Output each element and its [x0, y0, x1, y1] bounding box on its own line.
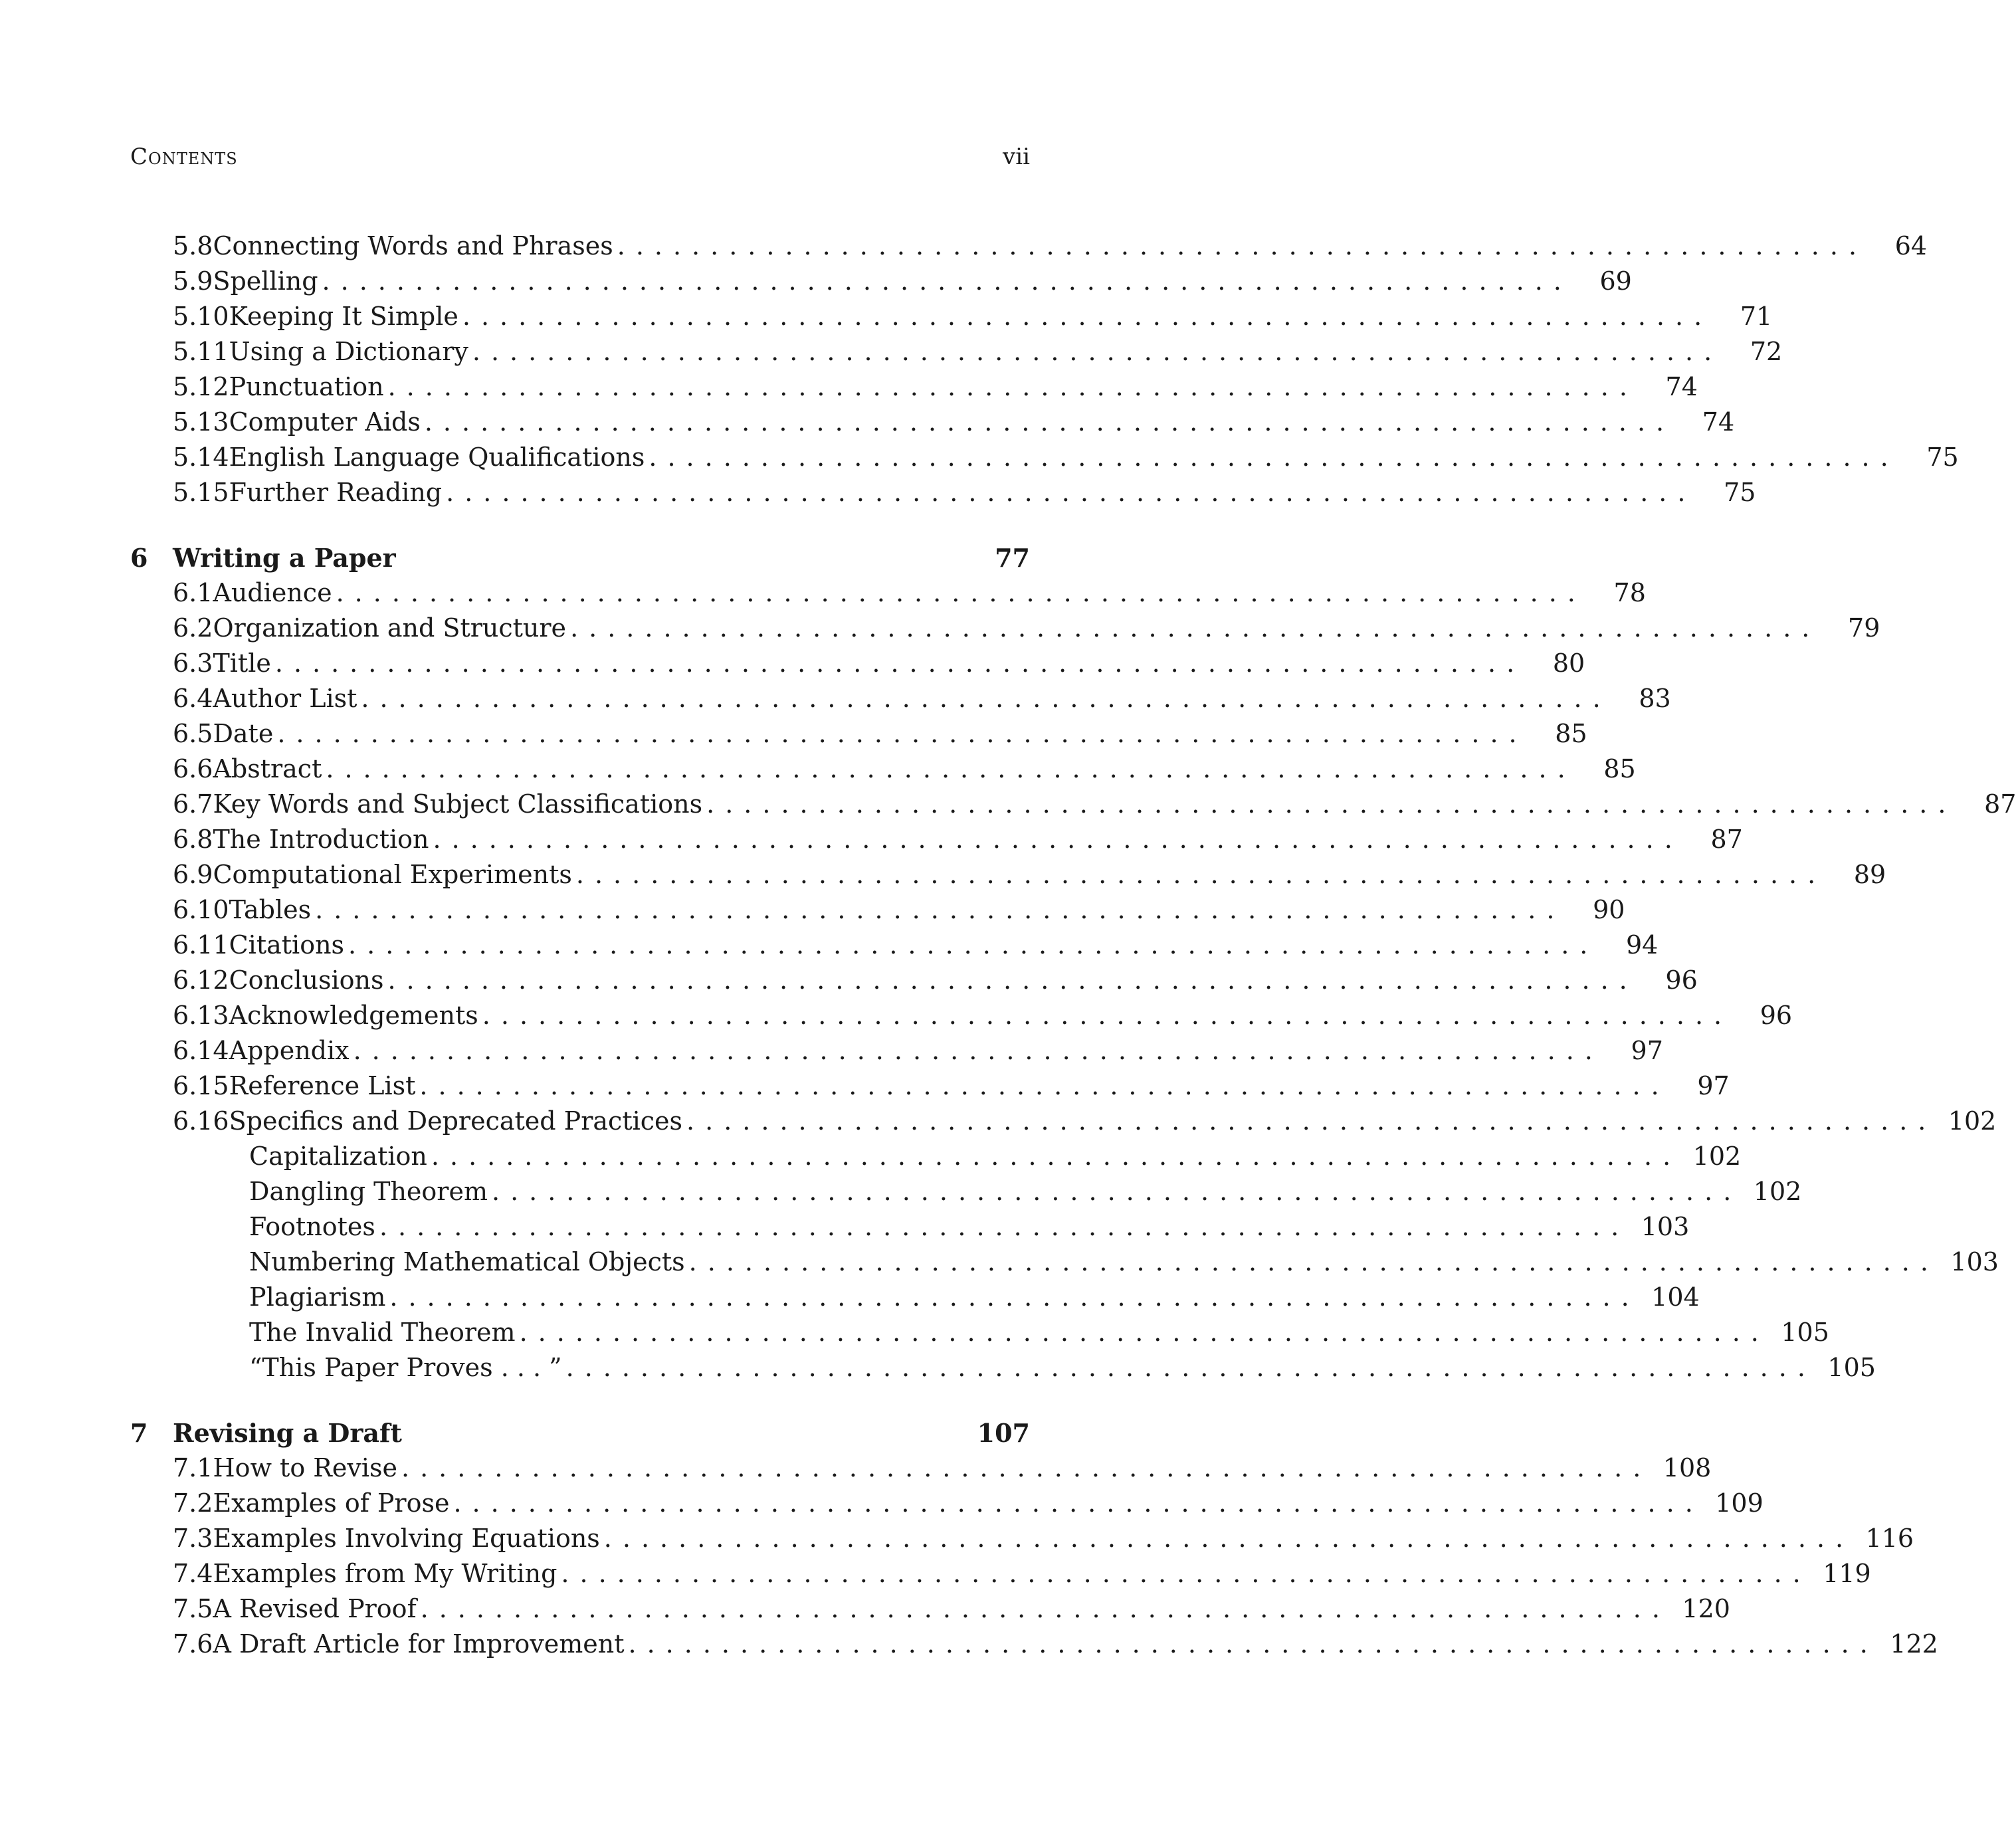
dot-leader: ...................................................................	[277, 719, 1528, 748]
toc-entry[interactable]	[130, 1556, 1871, 1591]
section-page: 85	[1603, 754, 1636, 783]
dot-leader: ...................................................................	[431, 1142, 1682, 1171]
section-page: 108	[1663, 1453, 1712, 1482]
section-page: 74	[1702, 407, 1735, 437]
subsection-title: Footnotes	[249, 1209, 379, 1245]
section-number: 7.4	[173, 1559, 213, 1588]
section-number: 6.11	[173, 930, 229, 960]
chapter-number: 6	[130, 543, 148, 573]
section-title: Examples Involving Equations	[213, 1521, 603, 1556]
section-page: 89	[1853, 860, 1886, 889]
section-title: Punctuation	[229, 369, 388, 405]
toc-entry[interactable]	[130, 1068, 1730, 1104]
chapter-page: 107	[977, 1418, 1030, 1448]
section-title: Specifics and Deprecated Practices	[229, 1104, 686, 1139]
section-number: 7.1	[173, 1453, 213, 1482]
dot-leader: ...................................................................	[575, 860, 1827, 889]
dot-leader: ...................................................................	[617, 231, 1868, 260]
toc-subentry[interactable]	[130, 1245, 1999, 1280]
section-number: 6.6	[173, 754, 213, 783]
toc-entry[interactable]	[130, 963, 1698, 998]
dot-leader: ...................................................................	[424, 407, 1675, 437]
toc-entry[interactable]	[130, 299, 1773, 334]
section-page: 75	[1724, 478, 1756, 507]
section-page: 69	[1599, 266, 1632, 296]
subsection-title: The Invalid Theorem	[249, 1315, 520, 1350]
dot-leader: ...................................................................	[706, 789, 1957, 819]
section-title: Connecting Words and Phrases	[213, 229, 617, 264]
section-title: Acknowledgements	[229, 998, 482, 1033]
toc-entry[interactable]	[130, 681, 1671, 716]
subsection-page: 104	[1651, 1282, 1700, 1312]
section-title: Author List	[213, 681, 361, 716]
section-number: 7.3	[173, 1524, 213, 1553]
section-title: Date	[213, 716, 277, 752]
section-number: 6.9	[173, 860, 213, 889]
section-title: Citations	[229, 928, 348, 963]
section-page: 94	[1626, 930, 1659, 960]
subsection-title: Dangling Theorem	[249, 1174, 492, 1209]
section-page: 74	[1665, 372, 1698, 401]
dot-leader: ...................................................................	[453, 1488, 1704, 1518]
toc-subentry[interactable]	[130, 1174, 1802, 1209]
section-page: 116	[1865, 1524, 1914, 1553]
toc-entry[interactable]	[130, 440, 1959, 475]
section-page: 90	[1593, 895, 1625, 924]
section-number: 6.4	[173, 684, 213, 713]
chapter-number: 7	[130, 1418, 148, 1448]
dot-leader: ...................................................................	[322, 266, 1572, 296]
toc-entry[interactable]	[130, 1591, 1730, 1627]
dot-leader: ...................................................................	[274, 649, 1526, 678]
section-title: A Draft Article for Improvement	[213, 1627, 628, 1662]
dot-leader: ...................................................................	[361, 684, 1611, 713]
section-page: 109	[1715, 1488, 1764, 1518]
subsection-title: Plagiarism	[249, 1280, 389, 1315]
subsection-title: Numbering Mathematical Objects	[249, 1245, 689, 1280]
toc-subentry[interactable]	[130, 1350, 1876, 1385]
section-number: 7.2	[173, 1488, 213, 1518]
dot-leader: ...................................................................	[387, 372, 1638, 401]
dot-leader: ...................................................................	[570, 613, 1821, 643]
toc-entry[interactable]	[130, 998, 1793, 1033]
dot-leader: ...................................................................	[565, 1353, 1816, 1382]
toc-entry[interactable]	[130, 1033, 1663, 1068]
dot-leader: ...................................................................	[628, 1629, 1878, 1659]
section-number: 6.12	[173, 965, 229, 995]
dot-leader: ...................................................................	[603, 1524, 1855, 1553]
section-page: 79	[1848, 613, 1880, 643]
section-page: 85	[1555, 719, 1587, 748]
running-head-title: Contents	[130, 144, 238, 170]
section-number: 6.13	[173, 1001, 229, 1030]
section-number: 5.8	[173, 231, 213, 260]
section-page: 122	[1890, 1629, 1938, 1659]
section-number: 6.15	[173, 1071, 229, 1100]
section-page: 83	[1639, 684, 1671, 713]
section-number: 6.5	[173, 719, 213, 748]
toc-entry[interactable]	[130, 646, 1585, 681]
running-head-page-number: vii	[1003, 144, 1030, 170]
dot-leader: ...................................................................	[401, 1453, 1652, 1482]
chapter-title: Revising a Draft	[173, 1418, 402, 1448]
toc-entry[interactable]	[130, 716, 1587, 752]
toc-entry[interactable]	[130, 892, 1625, 928]
section-number: 6.16	[173, 1106, 229, 1136]
section-title: Title	[213, 646, 274, 681]
section-page: 87	[1710, 825, 1743, 854]
chapter-title: Writing a Paper	[173, 543, 396, 573]
subsection-title: Capitalization	[249, 1139, 431, 1174]
section-page: 96	[1760, 1001, 1793, 1030]
toc-chapter-7[interactable]	[130, 1415, 1030, 1451]
subsection-page: 105	[1827, 1353, 1876, 1382]
dot-leader: ...................................................................	[462, 302, 1713, 331]
section-number: 5.9	[173, 266, 213, 296]
dot-leader: ...................................................................	[389, 1282, 1640, 1312]
toc-entry[interactable]	[130, 857, 1886, 892]
section-page: 72	[1750, 337, 1783, 366]
dot-leader: ...................................................................	[433, 825, 1683, 854]
dot-leader: ...................................................................	[446, 478, 1696, 507]
section-title: Spelling	[213, 264, 322, 299]
toc-entry[interactable]	[130, 1104, 1997, 1139]
dot-leader: ...................................................................	[686, 1106, 1937, 1136]
toc-entry[interactable]	[130, 369, 1698, 405]
toc-subentry[interactable]	[130, 1139, 1742, 1174]
toc-entry[interactable]	[130, 611, 1880, 646]
section-title: Key Words and Subject Classifications	[213, 787, 706, 822]
section-title: Conclusions	[229, 963, 388, 998]
toc-entry[interactable]	[130, 752, 1636, 787]
section-number: 5.15	[173, 478, 229, 507]
section-number: 7.5	[173, 1594, 213, 1623]
section-number: 6.3	[173, 649, 213, 678]
section-page: 97	[1631, 1036, 1663, 1065]
section-title: Organization and Structure	[213, 611, 570, 646]
section-page: 120	[1682, 1594, 1730, 1623]
toc-entry[interactable]	[130, 475, 1756, 510]
toc-entry[interactable]	[130, 822, 1743, 857]
section-title: Reference List	[229, 1068, 420, 1104]
section-title: Examples from My Writing	[213, 1556, 561, 1591]
section-number: 5.12	[173, 372, 229, 401]
section-page: 96	[1665, 965, 1698, 995]
section-page: 80	[1552, 649, 1585, 678]
section-page: 87	[1984, 789, 2016, 819]
section-title: Examples of Prose	[213, 1486, 453, 1521]
section-title: Keeping It Simple	[229, 299, 462, 334]
dot-leader: ...................................................................	[482, 1001, 1733, 1030]
section-page: 75	[1926, 443, 1959, 472]
toc-entry[interactable]	[130, 229, 1928, 264]
chapter-page: 77	[995, 543, 1030, 573]
dot-leader: ...................................................................	[353, 1036, 1603, 1065]
section-title: Using a Dictionary	[229, 334, 472, 369]
toc-entry[interactable]	[130, 1486, 1764, 1521]
section-title: Abstract	[213, 752, 326, 787]
subsection-page: 103	[1950, 1247, 1999, 1276]
section-number: 6.1	[173, 578, 213, 607]
section-page: 64	[1894, 231, 1928, 260]
dot-leader: ...................................................................	[326, 754, 1576, 783]
section-number: 6.8	[173, 825, 213, 854]
dot-leader: ...................................................................	[472, 337, 1723, 366]
section-number: 6.10	[173, 895, 229, 924]
dot-leader: ...................................................................	[649, 443, 1899, 472]
toc-entry[interactable]	[130, 1627, 1938, 1662]
dot-leader: ...................................................................	[348, 930, 1599, 960]
section-number: 5.10	[173, 302, 229, 331]
section-title: Audience	[213, 575, 336, 611]
toc-entry[interactable]	[130, 928, 1659, 963]
subsection-page: 102	[1692, 1142, 1742, 1171]
section-number: 6.2	[173, 613, 213, 643]
section-title: Further Reading	[229, 475, 447, 510]
section-page: 97	[1697, 1071, 1730, 1100]
dot-leader: ...................................................................	[420, 1594, 1670, 1623]
toc-entry[interactable]	[130, 1451, 1712, 1486]
section-number: 6.14	[173, 1036, 229, 1065]
toc-entry[interactable]	[130, 405, 1735, 440]
subsection-page: 103	[1641, 1212, 1690, 1241]
section-number: 5.11	[173, 337, 229, 366]
section-number: 5.14	[173, 443, 229, 472]
subsection-page: 102	[1753, 1177, 1802, 1206]
toc-subentry[interactable]	[130, 1209, 1690, 1245]
section-title: How to Revise	[213, 1451, 401, 1486]
dot-leader: ...................................................................	[519, 1318, 1769, 1347]
toc-entry[interactable]	[130, 264, 1632, 299]
table-of-contents	[130, 229, 2016, 1662]
section-title: Appendix	[229, 1033, 353, 1068]
section-page: 78	[1613, 578, 1646, 607]
dot-leader: ...................................................................	[688, 1247, 1939, 1276]
dot-leader: ...................................................................	[336, 578, 1586, 607]
running-head	[130, 144, 1030, 177]
dot-leader: ...................................................................	[387, 965, 1638, 995]
toc-entry[interactable]	[130, 787, 2016, 822]
section-title: English Language Qualifications	[229, 440, 649, 475]
toc-entry[interactable]	[130, 1521, 1914, 1556]
section-title: Computational Experiments	[213, 857, 575, 892]
toc-chapter-6[interactable]	[130, 540, 1030, 575]
subsection-page: 105	[1781, 1318, 1829, 1347]
toc-subentry[interactable]	[130, 1280, 1700, 1315]
toc-entry[interactable]	[130, 334, 1783, 369]
section-title: Computer Aids	[229, 405, 425, 440]
dot-leader: ...................................................................	[561, 1559, 1811, 1588]
section-title: The Introduction	[213, 822, 433, 857]
section-number: 6.7	[173, 789, 213, 819]
dot-leader: ...................................................................	[419, 1071, 1670, 1100]
section-title: A Revised Proof	[213, 1591, 420, 1627]
section-page: 119	[1823, 1559, 1871, 1588]
dot-leader: ...................................................................	[315, 895, 1565, 924]
subsection-title: “This Paper Proves . . . ”	[249, 1350, 566, 1385]
toc-entry[interactable]	[130, 575, 1646, 611]
section-number: 7.6	[173, 1629, 213, 1659]
section-page: 102	[1948, 1106, 1997, 1136]
dot-leader: ...................................................................	[379, 1212, 1630, 1241]
toc-subentry[interactable]	[130, 1315, 1829, 1350]
section-page: 71	[1740, 302, 1773, 331]
section-title: Tables	[229, 892, 316, 928]
section-number: 5.13	[173, 407, 229, 437]
dot-leader: ...................................................................	[491, 1177, 1742, 1206]
